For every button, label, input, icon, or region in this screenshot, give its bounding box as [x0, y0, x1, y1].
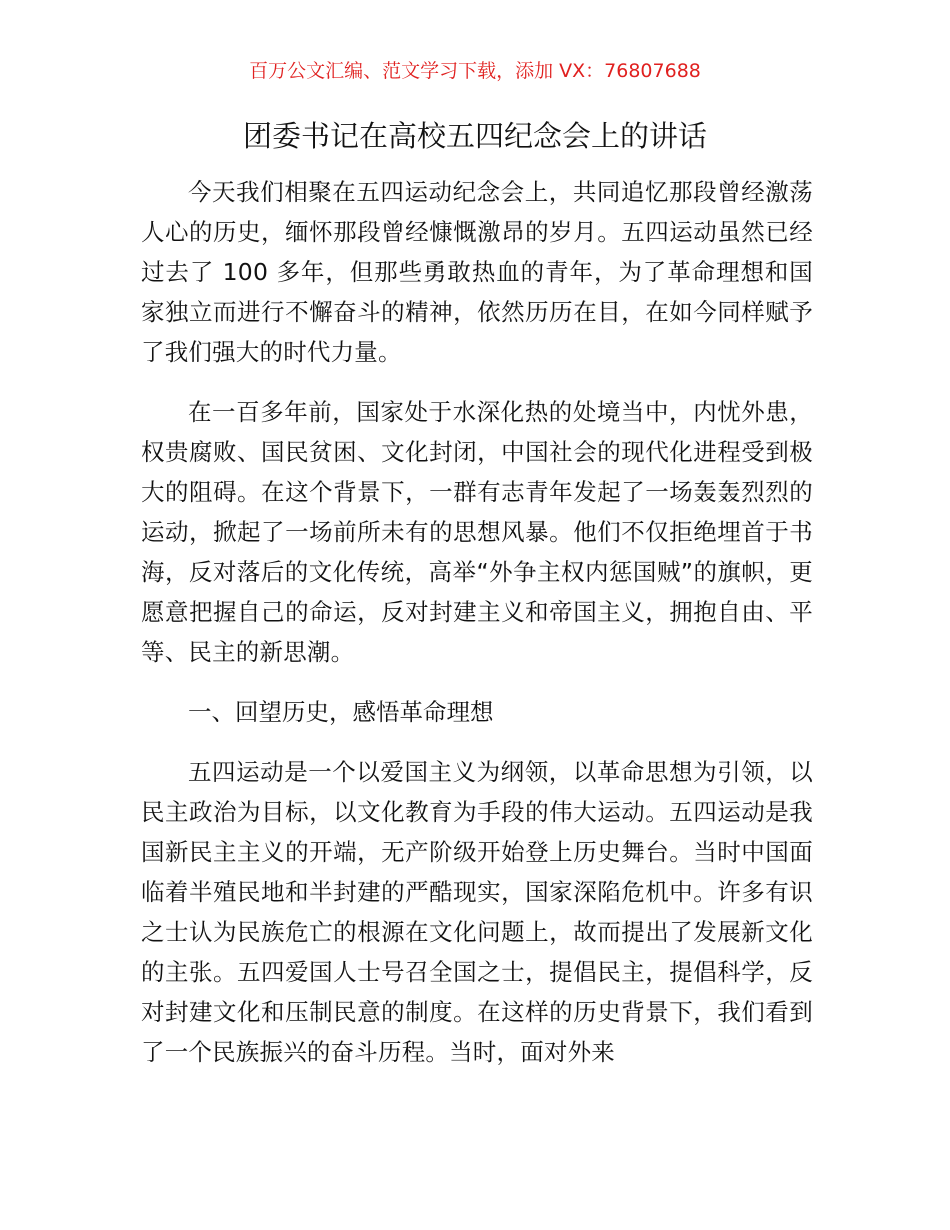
paragraph-3: 五四运动是一个以爱国主义为纲领，以革命思想为引领，以民主政治为目标，以文化教育为手段的伟大运动。五四运动是我国新民主主义的开端，无产阶级开始登上历史舞台。当时中国面临着半殖民地和半封建的严酷现实，国家深陷危机中。许多有识之士认为民族危亡的根源在文化问题上，故而提出了发展新文化的主张。五四爱国人士号召全国之士，提倡民主，提倡科学，反对封建文化和压制民意的制度。在这样的历史背景下，我们看到了一个民族振兴的奋斗历程。当时，面对外来: [141, 758, 813, 1066]
document-title: 团委书记在高校五四纪念会上的讲话: [242, 119, 707, 153]
document-body: [141, 172, 813, 1092]
paragraph-1: 今天我们相聚在五四运动纪念会上，共同追忆那段曾经激荡人心的历史，缅怀那段曾经慷慨激昂的岁月。五四运动虽然已经过去了 100 多年，但那些勇敢热血的青年，为了革命理想和国家独立而进行不懈奋斗的精神，依然历历在目，在如今同样赋予了我们强大的时代力量。: [141, 178, 813, 366]
watermark-header: 百万公文汇编、范文学习下载，添加 VX：76807688: [249, 60, 701, 82]
paragraph-2: 在一百多年前，国家处于水深化热的处境当中，内忧外患，权贵腐败、国民贫困、文化封闭，中国社会的现代化进程受到极大的阻碍。在这个背景下，一群有志青年发起了一场轰轰烈烈的运动，掀起了一场前所未有的思想风暴。他们不仅拒绝埋首于书海，反对落后的文化传统，高举“外争主权内惩国贼”的旗帜，更愿意把握自己的命运，反对封建主义和帝国主义，拥抱自由、平等、民主的新思潮。: [141, 398, 813, 666]
section-heading-1: 一、回望历史，感悟革命理想: [188, 698, 494, 726]
